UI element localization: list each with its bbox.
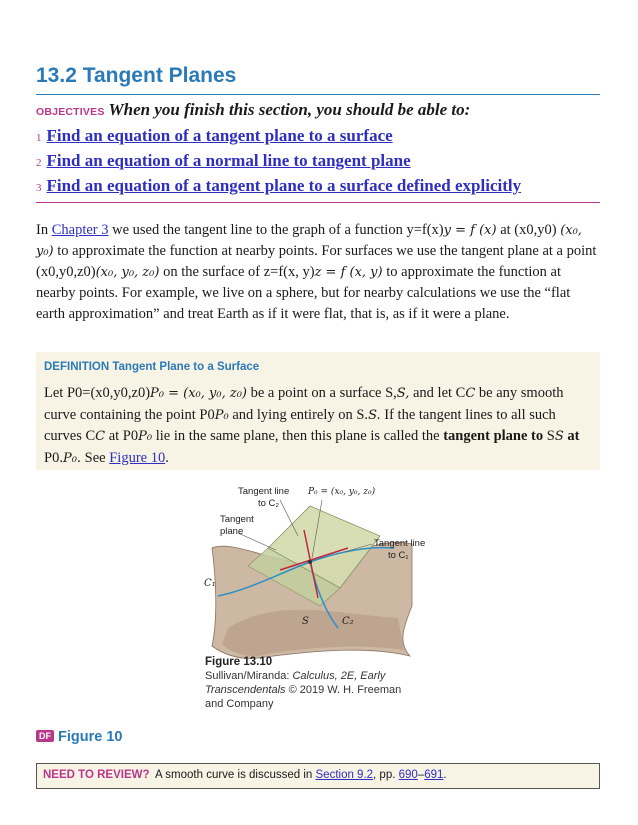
objective-number: 3 [36, 182, 42, 194]
definition-heading: DEFINITION Tangent Plane to a Surface [44, 361, 260, 373]
math-expression: y = f (x) [443, 223, 497, 238]
label-c1: C₁ [204, 578, 216, 589]
intro-text: we used the tangent line to the graph of a function y=f(x) [108, 222, 444, 238]
review-tag: NEED TO REVIEW? [43, 769, 150, 781]
figure-caption-text: Sullivan/Miranda: [205, 670, 293, 682]
review-fragment: – [417, 769, 425, 781]
df-icon[interactable]: DF [36, 730, 54, 742]
figure-caption-text: © 2019 W. H. Freeman and Company [205, 684, 402, 710]
intro-text: to approximate the function at nearby points. For surfaces we use the tangent plane at a point (x0,y0,z0) [36, 243, 597, 280]
math-expression: P₀ [214, 407, 229, 423]
objective-item [36, 126, 521, 151]
math-expression: z = f (x, y) [314, 265, 383, 280]
math-expression: S. [368, 407, 381, 423]
review-fragment: . [443, 769, 447, 781]
math-expression: P₀. [62, 450, 82, 466]
objective-number: 2 [36, 157, 42, 169]
objective-link-3[interactable]: Find an equation of a tangent plane to a surface defined explicitly [46, 176, 522, 195]
objectives-list [36, 126, 521, 201]
review-fragment: A smooth curve is discussed in [152, 769, 316, 781]
label-tangent-line-c1: Tangent line [374, 538, 426, 549]
objective-number: 1 [36, 132, 42, 144]
objectives-tag: OBJECTIVES [36, 106, 105, 118]
math-expression: P₀ [138, 429, 153, 444]
section-9-2-link[interactable]: Section 9.2 [315, 769, 374, 781]
label-tangent-plane-2: plane [220, 526, 244, 537]
definition-fragment: Let P0=(x0,y0,z0) [44, 385, 151, 401]
objectives-heading [36, 100, 470, 120]
label-to-c2: to C₂ [258, 498, 280, 509]
objectives-intro: When you finish this section, you should be able to: [108, 100, 471, 119]
objective-link-1[interactable]: Find an equation of a tangent plane to a surface [46, 126, 393, 145]
definition-text [44, 383, 592, 469]
definition-fragment: . [165, 449, 169, 466]
definition-fragment: at P0 [105, 428, 139, 444]
math-expression: C [95, 429, 106, 444]
figure-10-link[interactable]: Figure 10 [109, 449, 166, 466]
intro-text: to approximate the function at nearby points. For example, we live on a sphere, but for nearby calculations we use the “flat earth approximation” and treat Earth as if it were flat, that is, as if it were a plane. [36, 264, 571, 322]
review-box [36, 763, 600, 789]
figure-caption-title: Figure 13.10 [205, 656, 273, 668]
definition-box [36, 352, 600, 470]
math-expression: (x₀, y₀, z₀) [95, 265, 160, 280]
definition-fragment: and lying entirely on S. [228, 406, 369, 423]
label-s: S [302, 616, 309, 627]
intro-paragraph [36, 220, 602, 325]
math-expression: P₀ = (x₀, y₀, z₀) [150, 386, 247, 401]
chapter-3-link[interactable]: Chapter 3 [51, 222, 109, 238]
page-690-link[interactable]: 690 [398, 769, 418, 781]
intro-text: In [36, 222, 52, 238]
intro-text: at (x0,y0) [496, 222, 557, 238]
intro-text: on the surface of z=f(x, y) [159, 264, 315, 280]
point-p0 [308, 560, 312, 564]
label-p0: P₀ = (x₀, y₀, z₀) [308, 487, 376, 497]
definition-term: at [567, 428, 580, 444]
objective-item [36, 176, 521, 201]
objective-item [36, 151, 521, 176]
definition-fragment: If the tangent lines to all such curves C [44, 406, 556, 444]
label-tangent-plane-1: Tangent [220, 514, 254, 525]
label-tangent-line-c2: Tangent line [238, 486, 290, 497]
definition-term: tangent plane to [443, 428, 544, 444]
page-title: 13.2 Tangent Planes [36, 64, 237, 87]
label-to-c1: to C₁ [388, 550, 409, 561]
definition-fragment: S [543, 428, 555, 444]
objective-link-2[interactable]: Find an equation of a normal line to tangent plane [46, 151, 411, 170]
objectives-divider [36, 202, 600, 203]
review-fragment: , pp. [373, 769, 399, 781]
math-expression: S [554, 429, 564, 444]
definition-fragment: lie in the same plane, then this plane is called the [152, 428, 444, 444]
math-expression: (x₀, y₀) [36, 223, 582, 259]
definition-fragment: and let C [409, 385, 466, 401]
definition-fragment: See [81, 449, 110, 466]
definition-fragment: be a point on a surface S, [246, 385, 397, 401]
title-divider [36, 94, 600, 95]
figure-label [36, 729, 122, 745]
figure-caption-book: Calculus, 2E, Early Transcendentals [205, 670, 386, 696]
definition-fragment: be any smooth curve containing the point P0 [44, 385, 564, 423]
page-691-link[interactable]: 691 [424, 769, 444, 781]
figure-label-text: Figure 10 [58, 729, 123, 745]
math-expression: S, [396, 386, 410, 401]
label-c2: C₂ [342, 616, 354, 627]
definition-fragment: P0. [44, 449, 63, 466]
figure-caption [205, 655, 415, 711]
math-expression: C [465, 386, 476, 401]
review-text [43, 769, 447, 781]
